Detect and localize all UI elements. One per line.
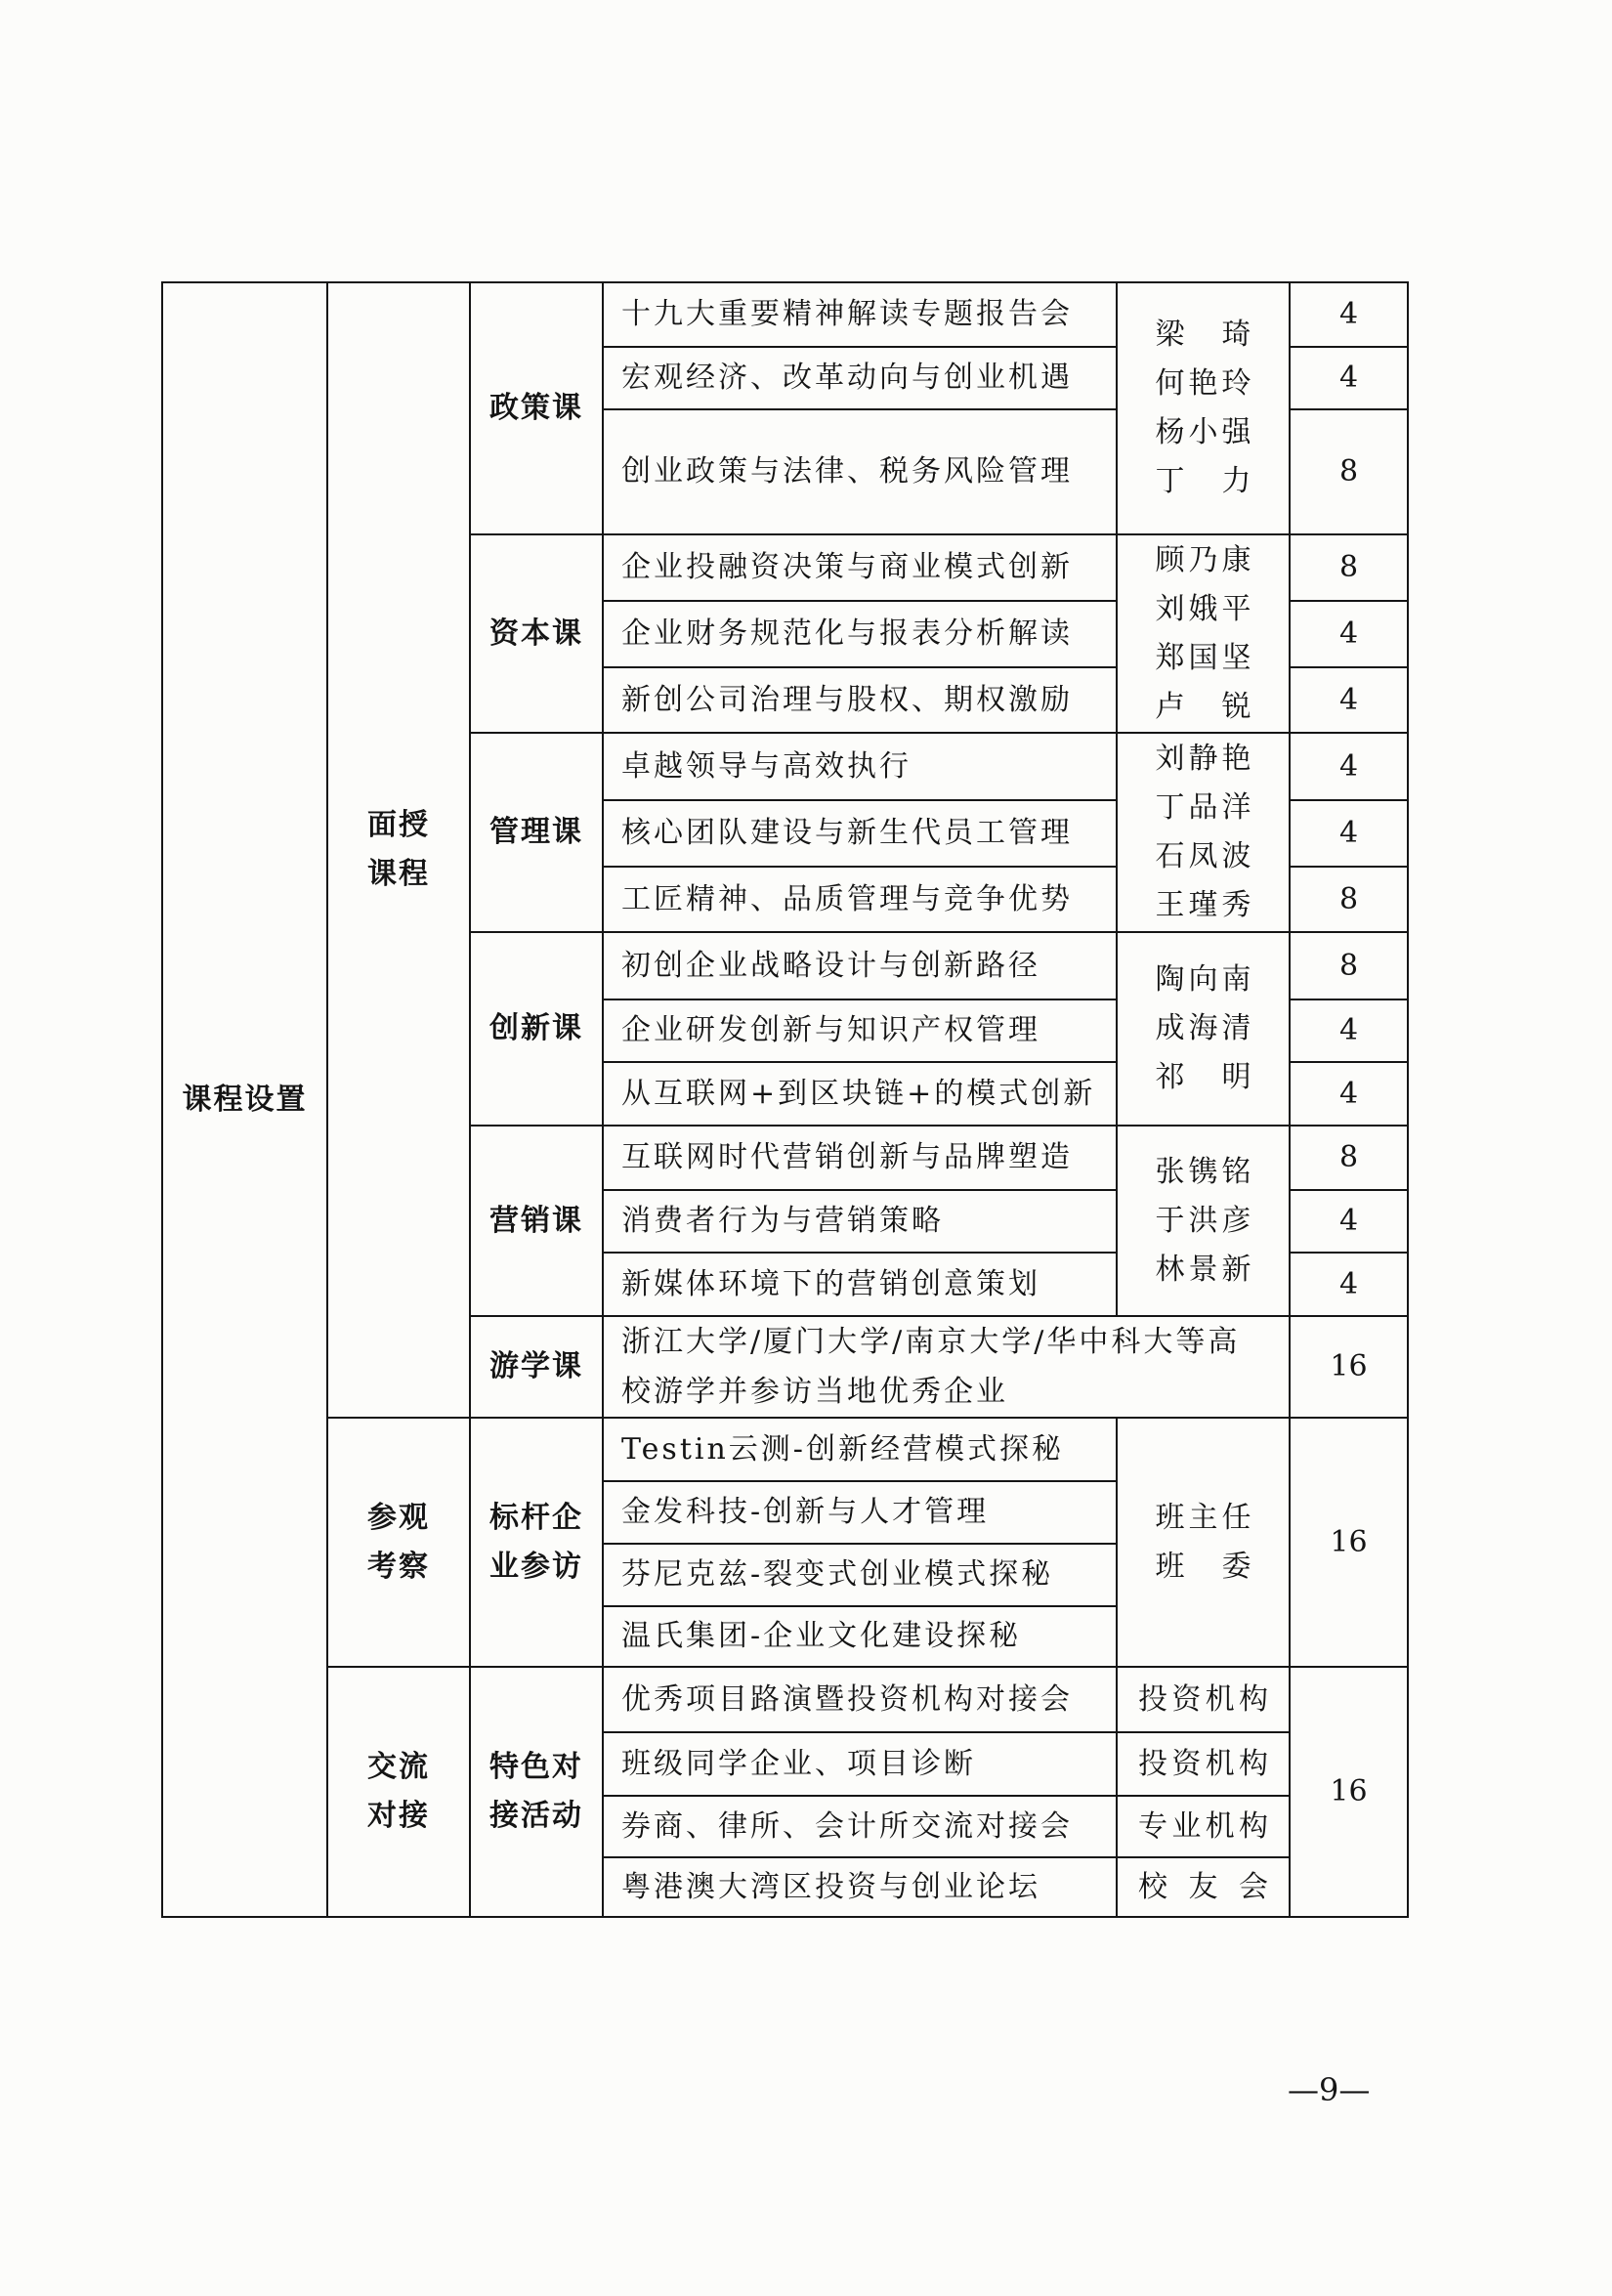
teacher-cell bbox=[1117, 534, 1290, 733]
teacher-name: 顾乃康 bbox=[1155, 542, 1251, 577]
teacher-name: 丁品洋 bbox=[1155, 790, 1251, 825]
teacher-cell bbox=[1117, 932, 1290, 1126]
course-title: 新创公司治理与股权、期权激励 bbox=[621, 682, 1073, 717]
course-title-cell bbox=[603, 733, 1117, 800]
course-title: 消费者行为与营销策略 bbox=[621, 1204, 944, 1238]
hours-cell bbox=[1290, 601, 1408, 667]
section-label-line: 对接 bbox=[367, 1799, 430, 1833]
course-description-line: 浙江大学/厦门大学/南京大学/华中科大等高 bbox=[621, 1325, 1241, 1359]
teacher-name: 陶向南 bbox=[1155, 962, 1251, 997]
course-title: 互联网时代营销创新与品牌塑造 bbox=[621, 1140, 1073, 1174]
course-title: 芬尼克兹-裂变式创业模式探秘 bbox=[621, 1557, 1054, 1592]
teacher-name: 成海清 bbox=[1155, 1011, 1251, 1045]
course-title-cell bbox=[603, 1544, 1117, 1606]
course-title: 新媒体环境下的营销创意策划 bbox=[621, 1266, 1040, 1301]
course-hours: 4 bbox=[1338, 1204, 1359, 1238]
page-number: —9— bbox=[1288, 2071, 1371, 2108]
course-title: 十九大重要精神解读专题报告会 bbox=[621, 297, 1073, 331]
teacher-cell bbox=[1117, 733, 1290, 932]
course-title: 创业政策与法律、税务风险管理 bbox=[621, 454, 1073, 489]
course-title: 温氏集团-企业文化建设探秘 bbox=[621, 1619, 1022, 1653]
section-label-line: 面授 bbox=[367, 808, 430, 842]
partner-cell bbox=[1117, 1857, 1290, 1917]
section-label-cell bbox=[327, 282, 470, 1418]
course-title-cell bbox=[603, 1857, 1117, 1917]
teacher-name: 梁 琦 bbox=[1155, 318, 1251, 352]
course-hours: 16 bbox=[1330, 1349, 1368, 1383]
course-hours: 4 bbox=[1338, 1266, 1359, 1301]
teacher-name: 林景新 bbox=[1155, 1252, 1251, 1287]
section-label-cell bbox=[327, 1418, 470, 1667]
course-title: 卓越领导与高效执行 bbox=[621, 748, 912, 784]
teacher-cell bbox=[1117, 1126, 1290, 1316]
section-label-line: 课程 bbox=[367, 857, 430, 891]
hours-cell bbox=[1290, 409, 1408, 534]
teacher-cell bbox=[1117, 1418, 1290, 1667]
table-row bbox=[162, 282, 1408, 347]
course-hours: 16 bbox=[1330, 1774, 1368, 1808]
course-title-cell bbox=[603, 534, 1117, 601]
section-label-cell bbox=[327, 1667, 470, 1917]
hours-cell bbox=[1290, 932, 1408, 999]
partner-name: 专业机构 bbox=[1138, 1808, 1268, 1844]
course-title: 企业投融资决策与商业模式创新 bbox=[621, 550, 1073, 584]
course-title: Testin云测-创新经营模式探秘 bbox=[621, 1431, 1064, 1467]
teacher-name: 石凤波 bbox=[1155, 839, 1251, 873]
category-cell bbox=[162, 282, 327, 1917]
module-label-cell bbox=[470, 534, 603, 733]
partner-cell bbox=[1117, 1667, 1290, 1732]
course-hours: 4 bbox=[1338, 682, 1359, 717]
course-hours: 4 bbox=[1338, 816, 1359, 850]
course-hours: 4 bbox=[1338, 617, 1359, 651]
course-title-cell bbox=[603, 347, 1117, 409]
module-label: 政策课 bbox=[489, 391, 583, 425]
section-label-line: 交流 bbox=[367, 1750, 430, 1784]
course-hours: 4 bbox=[1338, 748, 1359, 784]
course-hours: 8 bbox=[1338, 550, 1359, 584]
course-title: 企业研发创新与知识产权管理 bbox=[621, 1013, 1040, 1047]
partner-name: 校 友 会 bbox=[1138, 1869, 1268, 1904]
hours-cell bbox=[1290, 667, 1408, 733]
course-title-cell bbox=[603, 999, 1117, 1062]
course-title: 从互联网+到区块链+的模式创新 bbox=[621, 1076, 1096, 1111]
module-label-line: 业参访 bbox=[489, 1549, 583, 1584]
course-title-cell bbox=[603, 601, 1117, 667]
course-title-cell bbox=[603, 1732, 1117, 1796]
teacher-name: 班主任 bbox=[1155, 1500, 1251, 1535]
module-label-cell bbox=[470, 1667, 603, 1917]
teacher-name: 刘静艳 bbox=[1155, 742, 1251, 776]
module-label-cell bbox=[470, 932, 603, 1126]
hours-cell bbox=[1290, 1316, 1408, 1418]
course-title: 券商、律所、会计所交流对接会 bbox=[621, 1808, 1073, 1844]
course-title: 企业财务规范化与报表分析解读 bbox=[621, 617, 1073, 651]
module-label-cell bbox=[470, 733, 603, 932]
hours-cell bbox=[1290, 999, 1408, 1062]
course-hours: 8 bbox=[1338, 454, 1359, 489]
course-title: 粤港澳大湾区投资与创业论坛 bbox=[621, 1869, 1040, 1904]
module-label: 资本课 bbox=[489, 616, 583, 651]
course-title-cell bbox=[603, 1796, 1117, 1857]
course-title-cell bbox=[603, 1062, 1117, 1126]
course-hours: 4 bbox=[1338, 1076, 1359, 1111]
course-title-cell bbox=[603, 1190, 1117, 1253]
course-title-cell bbox=[603, 1316, 1290, 1418]
partner-name: 投资机构 bbox=[1138, 1681, 1268, 1717]
course-title: 金发科技-创新与人才管理 bbox=[621, 1495, 990, 1529]
course-title: 优秀项目路演暨投资机构对接会 bbox=[621, 1681, 1073, 1717]
course-title: 核心团队建设与新生代员工管理 bbox=[621, 816, 1073, 850]
module-label: 游学课 bbox=[489, 1349, 583, 1383]
course-hours: 8 bbox=[1338, 1140, 1359, 1174]
module-label-cell bbox=[470, 1316, 603, 1418]
partner-cell bbox=[1117, 1732, 1290, 1796]
course-hours: 4 bbox=[1338, 1013, 1359, 1047]
teacher-cell bbox=[1117, 282, 1290, 534]
hours-cell bbox=[1290, 1253, 1408, 1316]
module-label-cell bbox=[470, 1126, 603, 1316]
course-title-cell bbox=[603, 1126, 1117, 1190]
course-title-cell bbox=[603, 1667, 1117, 1732]
hours-cell bbox=[1290, 800, 1408, 867]
partner-cell bbox=[1117, 1796, 1290, 1857]
hours-cell bbox=[1290, 1667, 1408, 1917]
teacher-name: 杨小强 bbox=[1155, 415, 1251, 449]
teacher-name: 丁 力 bbox=[1155, 464, 1251, 498]
course-description-line: 校游学并参访当地优秀企业 bbox=[621, 1375, 1008, 1409]
teacher-name: 祁 明 bbox=[1155, 1060, 1251, 1094]
course-hours: 16 bbox=[1330, 1524, 1368, 1559]
hours-cell bbox=[1290, 867, 1408, 932]
teacher-name: 郑国坚 bbox=[1155, 640, 1251, 675]
teacher-name: 于洪彦 bbox=[1155, 1203, 1251, 1238]
section-label-line: 参观 bbox=[367, 1500, 430, 1535]
table-row bbox=[162, 1418, 1408, 1481]
teacher-name: 班 委 bbox=[1155, 1549, 1251, 1584]
category-label: 课程设置 bbox=[182, 1082, 308, 1117]
hours-cell bbox=[1290, 733, 1408, 800]
hours-cell bbox=[1290, 1418, 1408, 1667]
module-label: 营销课 bbox=[489, 1203, 583, 1238]
module-label-line: 标杆企 bbox=[489, 1500, 583, 1535]
course-title-cell bbox=[603, 282, 1117, 347]
teacher-name: 卢 锐 bbox=[1155, 689, 1251, 724]
course-title-cell bbox=[603, 800, 1117, 867]
course-title-cell bbox=[603, 1481, 1117, 1544]
course-title-cell bbox=[603, 1418, 1117, 1481]
teacher-name: 王瑾秀 bbox=[1155, 888, 1251, 922]
hours-cell bbox=[1290, 1062, 1408, 1126]
course-title-cell bbox=[603, 409, 1117, 534]
module-label-cell bbox=[470, 1418, 603, 1667]
course-title-cell bbox=[603, 667, 1117, 733]
course-title: 班级同学企业、项目诊断 bbox=[621, 1746, 976, 1781]
teacher-name: 刘娥平 bbox=[1155, 591, 1251, 626]
module-label: 创新课 bbox=[489, 1011, 583, 1045]
course-table bbox=[161, 281, 1409, 1918]
course-hours: 4 bbox=[1338, 297, 1359, 331]
course-hours: 8 bbox=[1338, 881, 1359, 916]
hours-cell bbox=[1290, 1190, 1408, 1253]
course-title-cell bbox=[603, 932, 1117, 999]
course-title-cell bbox=[603, 1606, 1117, 1667]
hours-cell bbox=[1290, 282, 1408, 347]
course-hours: 4 bbox=[1338, 361, 1359, 395]
course-title: 初创企业战略设计与创新路径 bbox=[621, 948, 1040, 983]
course-title: 宏观经济、改革动向与创业机遇 bbox=[621, 361, 1073, 395]
module-label-line: 特色对 bbox=[489, 1750, 583, 1784]
course-hours: 8 bbox=[1338, 948, 1359, 983]
teacher-name: 张镌铭 bbox=[1155, 1154, 1251, 1189]
course-title-cell bbox=[603, 1253, 1117, 1316]
course-title: 工匠精神、品质管理与竞争优势 bbox=[621, 881, 1073, 916]
partner-name: 投资机构 bbox=[1138, 1746, 1268, 1781]
hours-cell bbox=[1290, 347, 1408, 409]
hours-cell bbox=[1290, 534, 1408, 601]
hours-cell bbox=[1290, 1126, 1408, 1190]
course-title-cell bbox=[603, 867, 1117, 932]
section-label-line: 考察 bbox=[367, 1549, 430, 1584]
module-label-line: 接活动 bbox=[489, 1799, 583, 1833]
module-label: 管理课 bbox=[489, 815, 583, 849]
module-label-cell bbox=[470, 282, 603, 534]
teacher-name: 何艳玲 bbox=[1155, 366, 1251, 401]
table-row bbox=[162, 1667, 1408, 1732]
